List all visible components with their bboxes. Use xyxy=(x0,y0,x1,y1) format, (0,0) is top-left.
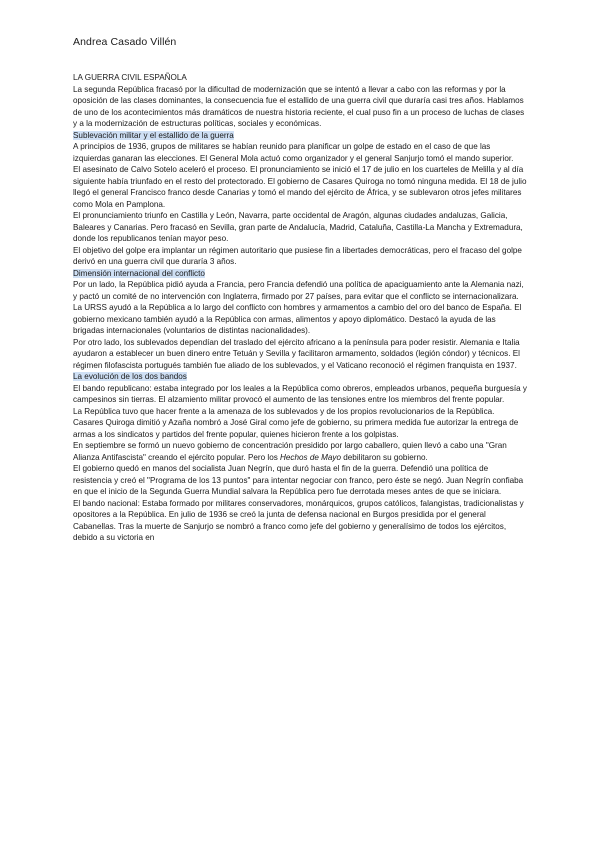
section-heading-evolucion xyxy=(73,371,528,383)
paragraph: El pronunciamiento triunfo en Castilla y León, Navarra, parte occidental de Aragón, algunas ciudades andaluzas, Galicia, Baleares y Canarias. Pero fracasó en Sevilla, gran parte de Andalucía, Madrid, Cataluña, Castilla-La Mancha y Extremadura, donde los republicanos tenían mayor peso. xyxy=(73,211,523,243)
paragraph: Por un lado, la República pidió ayuda a Francia, pero Francia defendió una política de apaciguamiento ante la Alemania nazi, y pactó un comité de no intervención con Inglaterra, firmado por 27 países, para evitar que el conflicto se internacionalizara. xyxy=(73,280,524,301)
paragraph: A principios de 1936, grupos de militares se habían reunido para planificar un golpe de estado en el caso de que las izquierdas ganaran las elecciones. El General Mola actuó como organizador y el general Sanjurjo tomó el mando superior. xyxy=(73,142,514,163)
section-heading-internacional xyxy=(73,268,528,280)
highlighted-heading: Sublevación militar y el estallido de la guerra xyxy=(73,130,234,140)
text-run: En septiembre se formó un nuevo gobierno de concentración presidido por largo caballero, quien llevó a cabo una "Gran Alianza Antifascista" creando el ejército popular. Pero los xyxy=(73,441,507,462)
highlighted-heading: La evolución de los dos bandos xyxy=(73,372,187,381)
paragraph: El objetivo del golpe era implantar un régimen autoritario que pusiese fin a libertades democráticas, pero el fracaso del golpe derivó en una guerra civil que duraría 3 años. xyxy=(73,245,522,266)
paragraph: Por otro lado, los sublevados dependían del traslado del ejército africano a la península para poder resistir. Alemania e Italia ayudaron a establecer un buen dinero entre Tetuán y Sevilla y facilitaron armamento, soldados (legión cóndor) y técnicos. El régimen filofascista portugués también fue aliado de los sublevados, y el Vaticano reconoció el régimen franquista en 1937. xyxy=(73,337,520,370)
paragraph: La República tuvo que hacer frente a la amenaza de los sublevados y de los propios revolucionarios de la República. xyxy=(73,406,495,416)
paragraph: La URSS ayudó a la República a lo largo del conflicto con hombres y armamentos a cambio del oro del banco de España. El gobierno mexicano también ayudó a la República con armas, alimentos y apoyo diplomático. Destacó la ayuda de las brigadas internacionales (voluntarios de distintas nacionalidades). xyxy=(73,303,522,335)
paragraph: El bando nacional: Estaba formado por militares conservadores, monárquicos, grupos católicos, falangistas, tradicionalistas y opositores a la República. En julio de 1936 se creó la junta de defensa nacional en Burgos presidida por el general Cabanellas. Tras la muerte de Sanjurjo se nombró a franco como jefe del gobierno y generalísimo de todos los ejércitos, debido a su victoria en xyxy=(73,498,524,542)
intro-paragraph: La segunda República fracasó por la dificultad de modernización que se intentó a llevar a cabo con las reformas y por la oposición de las clases dominantes, la consecuencia fue el estallido de una guerra civil que duraría casi tres años. Hablamos de uno de los acontecimientos más dramáticos de nuestra historia reciente, el cual puso fin a un proceso de luchas de clases y a la modernización de estructuras políticas, sociales y económicas. xyxy=(73,84,525,128)
paragraph xyxy=(73,440,528,463)
section-heading-sublevacion xyxy=(73,130,528,142)
text-run: debilitaron su gobierno. xyxy=(341,452,428,462)
paragraph: El asesinato de Calvo Sotelo aceleró el proceso. El pronunciamiento se inició el 17 de julio en los cuarteles de Melilla y al día siguiente había triunfado en el resto del protectorado. El gobierno de Casares Quiroga no tomó ninguna medida. El 18 de julio llegó el general Francisco franco desde Canarias y tomó el mando del ejército de África, y se sublevaron otros jefes militares como Mola en Pamplona. xyxy=(73,165,527,209)
document-body xyxy=(73,72,528,544)
paragraph: El bando republicano: estaba integrado por los leales a la República como obreros, empleados urbanos, pequeña burguesía y campesinos sin tierras. El alzamiento militar provocó el aumento de las tensiones entre los miembros del frente popular. xyxy=(73,383,527,404)
paragraph: Casares Quiroga dimitió y Azaña nombró a José Giral como jefe de gobierno, su primera medida fue autorizar la entrega de armas a los sindicatos y partidos del frente popular, quienes hicieron frente a los golpistas. xyxy=(73,418,519,439)
paragraph: El gobierno quedó en manos del socialista Juan Negrín, que duró hasta el fin de la guerra. Defendió una política de resistencia y creó el "Programa de los 13 puntos" para intentar negociar con franco, pero éste se negó. Juan Negrín confiaba en que el inicio de la Segunda Guerra Mundial salvara la República pero fue derrotada meses antes de que se iniciara. xyxy=(73,464,524,496)
document-title: LA GUERRA CIVIL ESPAÑOLA xyxy=(73,73,187,82)
highlighted-heading: Dimensión internacional del conflicto xyxy=(73,268,205,278)
author-name: Andrea Casado Villén xyxy=(73,36,177,48)
italic-text: Hechos de Mayo xyxy=(280,452,342,462)
